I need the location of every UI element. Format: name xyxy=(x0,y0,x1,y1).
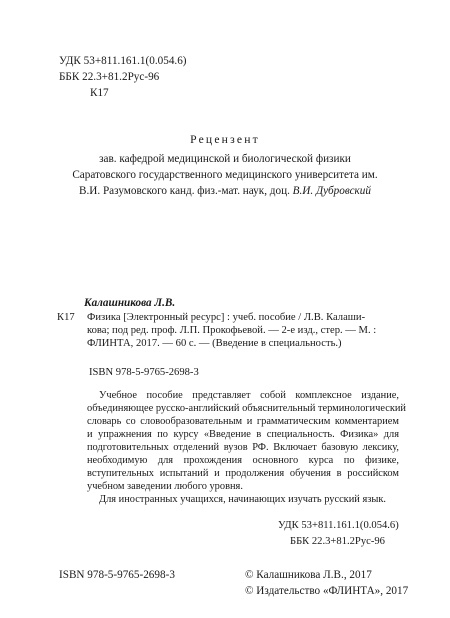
annotation-line: учебном заведении любого уровня. xyxy=(87,481,243,492)
udk-code-top: УДК 53+811.161.1(0.054.6) xyxy=(59,55,187,67)
annotation-line: подготовительных отделений вузов РФ. Включает базовую лексику, xyxy=(87,442,399,453)
reviewer-line-2: Саратовского государственного медицинского университета им. xyxy=(72,169,378,181)
copyright-publisher: © Издательство «ФЛИНТА», 2017 xyxy=(245,585,409,597)
isbn-record: ISBN 978-5-9765-2698-3 xyxy=(89,367,199,378)
reviewer-name: В.И. Дубровский xyxy=(292,185,371,197)
annotation-line: необходимую для прохождения основного курса по физике, xyxy=(87,455,399,466)
author-heading: Калашникова Л.В. xyxy=(84,297,176,309)
bibliographic-record xyxy=(87,311,397,350)
bbk-code-bottom: ББК 22.3+81.2Рус-96 xyxy=(290,536,385,547)
bbk-code-top: ББК 22.3+81.2Рус-96 xyxy=(59,71,160,83)
annotation-line: объединяющее русско-английский объяснительный терминологический xyxy=(87,403,406,414)
bibliographic-line: ФЛИНТА, 2017. — 60 с. — (Введение в специальность.) xyxy=(87,338,342,349)
bibliographic-line: Физика [Электронный ресурс] : учеб. пособие / Л.В. Калаши- xyxy=(87,312,366,323)
bibliographic-line: кова; под ред. проф. Л.П. Прокофьевой. — 2-е изд., стер. — М. : xyxy=(87,325,377,336)
annotation-line: словарь со словообразовательным и грамматическим комментарием xyxy=(87,416,399,427)
author-mark-top: К17 xyxy=(90,87,109,99)
annotation xyxy=(87,389,406,506)
reviewer-line-3 xyxy=(0,184,450,198)
annotation-line: и упражнения по курсу «Введение в специальность. Физика» для xyxy=(87,429,399,440)
annotation-line: вступительных испытаний и продолжения обучения в российском xyxy=(87,468,399,479)
copyright-author: © Калашникова Л.В., 2017 xyxy=(245,569,372,581)
reviewer-line-1: зав. кафедрой медицинской и биологической физики xyxy=(99,153,351,165)
udk-code-bottom: УДК 53+811.161.1(0.054.6) xyxy=(278,520,399,531)
reviewer-heading: Рецензент xyxy=(190,133,260,146)
isbn-footer: ISBN 978-5-9765-2698-3 xyxy=(59,569,175,581)
annotation-line: Для иностранных учащихся, начинающих изучать русский язык. xyxy=(99,494,386,505)
reviewer-affiliation: В.И. Разумовского канд. физ.-мат. наук, доц. xyxy=(79,185,293,197)
annotation-line: Учебное пособие представляет собой комплексное издание, xyxy=(99,390,399,401)
author-mark: К17 xyxy=(57,312,75,323)
